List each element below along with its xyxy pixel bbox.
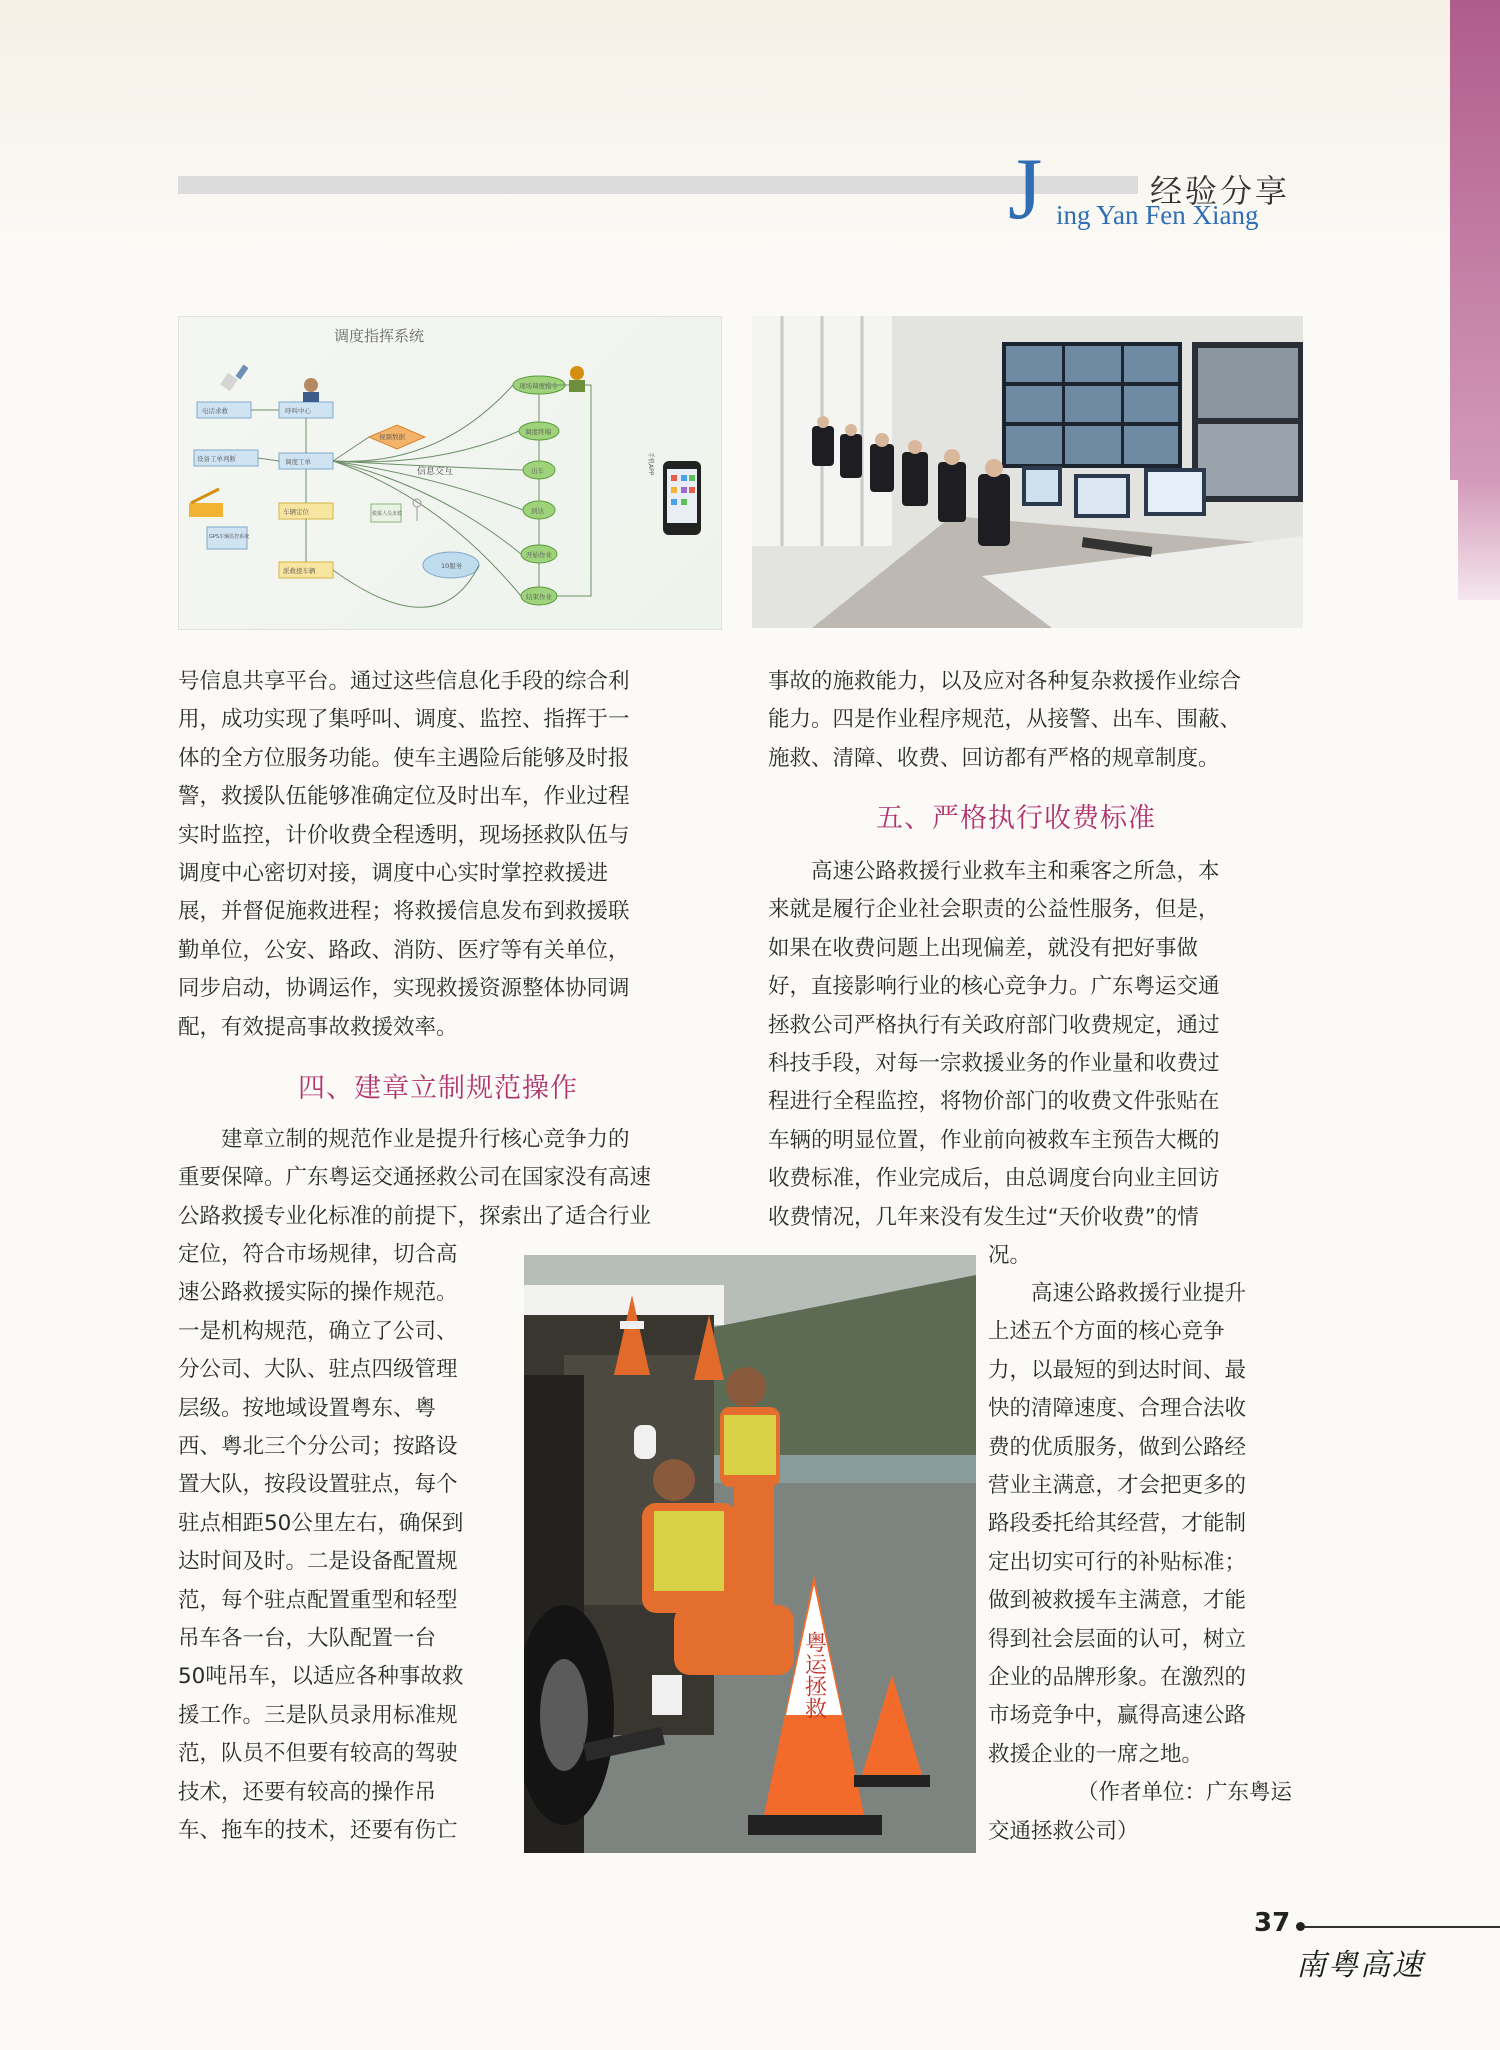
- phone-icon: [663, 461, 701, 535]
- text-line: 警，救援队伍能够准确定位及时出车，作业过程: [178, 784, 630, 810]
- diagram-node-2: [279, 453, 333, 469]
- rescuer-icon: [569, 366, 585, 392]
- text-line: 能力。四是作业程序规范，从接警、出车、围蔽、: [768, 707, 1242, 733]
- svg-text:开始作业: 开始作业: [526, 551, 552, 559]
- section-heading-4: 四、建章立制规范操作: [298, 1073, 578, 1104]
- text-line: 层级。按地域设置粤东、粤: [178, 1395, 437, 1421]
- text-line: 勤单位，公安、路政、消防、医疗等有关单位，: [178, 937, 630, 963]
- svg-text:到达: 到达: [531, 507, 544, 515]
- text-line: 吊车各一台，大队配置一台: [178, 1626, 437, 1652]
- text-line: 好，直接影响行业的核心竞争力。广东粤运交通: [768, 974, 1220, 1000]
- text-line: 来就是履行企业社会职责的公益性服务，但是，: [768, 897, 1220, 923]
- svg-text:现场调度指令: 现场调度指令: [519, 382, 558, 390]
- section-tab-fade: [1458, 480, 1500, 600]
- section-subtitle: ing Yan Fen Xiang: [1056, 200, 1259, 230]
- text-line: 配，有效提高事故救援效率。: [178, 1014, 458, 1040]
- right-paragraph-3: [988, 1275, 1304, 1851]
- text-line: 同步启动，协调运作，实现救援资源整体协同调: [178, 976, 630, 1002]
- magazine-logo: 南粤高速: [1296, 1948, 1424, 1983]
- text-line: 拯救公司严格执行有关政府部门收费规定，通过: [768, 1012, 1220, 1038]
- text-line: 高速公路救援行业提升: [1031, 1281, 1247, 1306]
- svg-text:手机APP: 手机APP: [647, 452, 654, 476]
- text-line: 用，成功实现了集呼叫、调度、监控、指挥于一: [178, 707, 630, 733]
- text-line: 力，以最短的到达时间、最: [988, 1357, 1247, 1383]
- text-line: 事故的施救能力，以及应对各种复杂救援作业综合: [768, 669, 1242, 694]
- text-line: 救援企业的一席之地。: [988, 1741, 1204, 1767]
- text-line: 程进行全程监控，将物价部门的收费文件张贴在: [768, 1089, 1220, 1115]
- text-line: 体的全方位服务功能。使车主遇险后能够及时报: [178, 745, 630, 771]
- dispatch-system-diagram: [178, 316, 722, 630]
- text-line: 车辆的明显位置，作业前向被救车主预告大概的: [768, 1127, 1220, 1153]
- text-line: 速公路救援实际的操作规范。: [178, 1280, 458, 1306]
- left-paragraph-1: [178, 663, 714, 1047]
- diagram-node-11: [519, 422, 559, 440]
- diagram-node-12: [523, 461, 555, 479]
- text-line: 置大队，按段设置驻点，每个: [178, 1472, 458, 1498]
- control-room-photo: [752, 316, 1303, 628]
- svg-text:电话求救: 电话求救: [202, 407, 228, 415]
- text-line: 施救、清障、收费、回访都有严格的规章制度。: [768, 745, 1220, 771]
- text-line: 援工作。三是队员录用标准规: [178, 1702, 458, 1728]
- text-line: 收费标准，作业完成后，由总调度台向业主回访: [768, 1166, 1220, 1192]
- diagram-node-16: [423, 552, 479, 578]
- text-line: 市场竞争中，赢得高速公路: [988, 1703, 1247, 1729]
- text-line: 上述五个方面的核心竞争: [988, 1319, 1225, 1345]
- text-line: 公路救援专业化标准的前提下，探索出了适合行业: [178, 1203, 652, 1229]
- cone-label: 粤运拯救: [801, 1631, 827, 1719]
- text-line: 达时间及时。二是设备配置规: [178, 1549, 458, 1575]
- text-line: 车、拖车的技术，还要有伤亡: [178, 1818, 458, 1844]
- text-line: 做到被救援车主满意，才能: [988, 1588, 1247, 1614]
- svg-text:10服务: 10服务: [441, 562, 463, 570]
- operator-icon: [303, 378, 319, 402]
- right-paragraph-2-narrow: [988, 1237, 1304, 1275]
- svg-text:出车: 出车: [531, 467, 544, 475]
- text-line: 科技手段，对每一宗救援业务的作业量和收费过: [768, 1051, 1220, 1077]
- svg-text:结束作业: 结束作业: [526, 593, 552, 601]
- diagram-title: 调度指挥系统: [333, 327, 424, 345]
- text-line: 建章立制的规范作业是提升行核心竞争力的: [221, 1127, 630, 1152]
- text-line: 范，队员不但要有较高的驾驶: [178, 1741, 458, 1767]
- footer-rule: [1304, 1926, 1500, 1928]
- svg-text:设备工单判断: 设备工单判断: [197, 455, 236, 463]
- text-line: 范，每个驻点配置重型和轻型: [178, 1587, 458, 1613]
- author-affiliation: （作者单位：广东粤运: [1076, 1780, 1292, 1806]
- text-line: 定位，符合市场规律，切合高: [178, 1242, 458, 1267]
- text-line: 定出切实可行的补贴标准；: [988, 1549, 1247, 1575]
- diagram-node-4: [369, 425, 425, 449]
- text-line: 营业主满意，才会把更多的: [988, 1473, 1247, 1499]
- diagram-node-14: [521, 545, 557, 563]
- text-line: 如果在收费问题上出现偏差，就没有把好事做: [768, 935, 1199, 961]
- text-line: 西、粤北三个分公司；按路设: [178, 1434, 458, 1460]
- author-affiliation: 交通拯救公司）: [988, 1818, 1139, 1844]
- text-line: 重要保障。广东粤运交通拯救公司在国家没有高速: [178, 1165, 652, 1191]
- diagram-node-5: [279, 503, 333, 519]
- svg-text:视频数据: 视频数据: [379, 433, 405, 441]
- svg-text:派救援车辆: 派救援车辆: [283, 567, 316, 575]
- text-line: 况。: [988, 1243, 1032, 1268]
- text-line: 展，并督促施救进程；将救援信息发布到救援联: [178, 899, 630, 925]
- diagram-node-0: [197, 402, 251, 418]
- diagram-node-6: [207, 527, 249, 549]
- text-line: 驻点相距50公里左右，确保到: [178, 1510, 464, 1536]
- text-line: 50吨吊车，以适应各种事故救: [178, 1664, 464, 1690]
- svg-text:救援人员求救: 救援人员求救: [372, 511, 403, 517]
- diagram-graphic: [179, 317, 721, 629]
- crane-icon: [189, 489, 223, 517]
- diagram-node-17: [647, 452, 655, 476]
- text-line: 得到社会层面的认可，树立: [988, 1626, 1247, 1652]
- satellite-icon: [220, 365, 248, 392]
- diagram-node-15: [521, 587, 557, 605]
- left-paragraph-2: [178, 1121, 714, 1236]
- diagram-node-1: [279, 402, 333, 418]
- text-line: 快的清障速度、合理合法收: [988, 1396, 1247, 1422]
- text-line: 号信息共享平台。通过这些信息化手段的综合利: [178, 669, 630, 694]
- header-rule: [178, 176, 1138, 194]
- svg-text:GPS车辆监控系统: GPS车辆监控系统: [209, 534, 250, 540]
- svg-text:调度工单: 调度工单: [285, 458, 311, 466]
- svg-text:车辆定位: 车辆定位: [283, 508, 309, 516]
- text-line: 企业的品牌形象。在激烈的: [988, 1665, 1247, 1691]
- svg-text:信息交互: 信息交互: [417, 467, 454, 477]
- left-paragraph-2-narrow: [178, 1236, 512, 1851]
- diagram-node-13: [523, 501, 555, 519]
- right-paragraph-1: [768, 663, 1304, 778]
- text-line: 实时监控，计价收费全程透明，现场拯救队伍与: [178, 822, 630, 848]
- text-line: 分公司、大队、驻点四级管理: [178, 1357, 458, 1383]
- text-line: 高速公路救援行业救车主和乘客之所急，本: [811, 859, 1220, 884]
- diagram-node-7: [279, 562, 333, 578]
- text-line: 调度中心密切对接，调度中心实时掌控救援进: [178, 861, 609, 887]
- text-line: 路段委托给其经营，才能制: [988, 1511, 1247, 1537]
- svg-text:呼叫中心: 呼叫中心: [285, 407, 311, 415]
- right-paragraph-2: [768, 853, 1304, 1237]
- text-line: 一是机构规范，确立了公司、: [178, 1318, 458, 1344]
- section-heading-5: 五、严格执行收费标准: [876, 803, 1156, 834]
- text-line: 技术，还要有较高的操作吊: [178, 1779, 437, 1805]
- rescue-workers-photo: [524, 1255, 976, 1853]
- svg-text:调度终端: 调度终端: [525, 428, 551, 436]
- diagram-node-8: [371, 504, 402, 522]
- section-title: 经验分享: [1150, 172, 1291, 210]
- text-line: 收费情况，几年来没有发生过“天价收费”的情: [768, 1204, 1199, 1230]
- header-letter: J: [1008, 141, 1043, 238]
- page-number: 37: [1254, 1908, 1291, 1938]
- text-line: 费的优质服务，做到公路经: [988, 1434, 1247, 1460]
- section-tab: [1450, 0, 1500, 480]
- diagram-node-3: [194, 450, 258, 466]
